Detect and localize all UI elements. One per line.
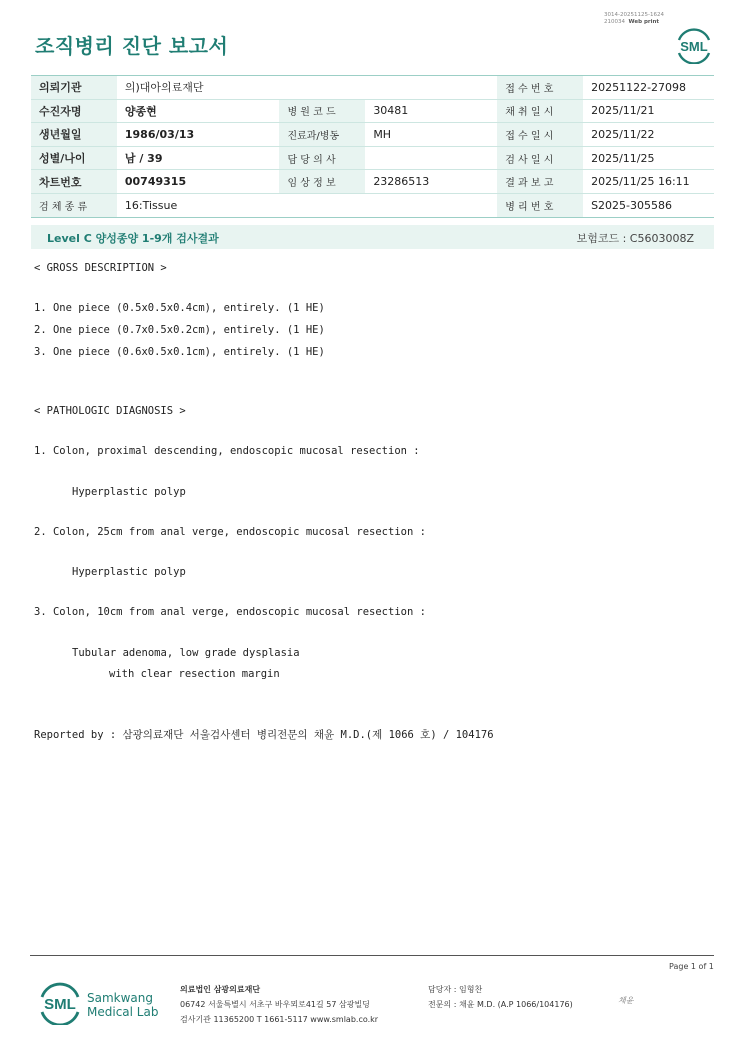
brand-line2: Medical Lab bbox=[87, 1005, 159, 1019]
staff-info bbox=[428, 982, 573, 1012]
specialist-label: 전문의 : bbox=[428, 1000, 457, 1009]
diagnosis-detail: with clear resection margin bbox=[109, 668, 280, 680]
gross-item: 2. One piece (0.7x0.5x0.2cm), entirely. (1 HE) bbox=[34, 324, 325, 336]
label-test-date: 검 사 일 시 bbox=[497, 146, 583, 170]
label-collection-date: 채 취 일 시 bbox=[497, 99, 583, 123]
label-accession-no: 접 수 번 호 bbox=[497, 76, 583, 100]
label-empty bbox=[279, 193, 365, 217]
label-department: 진료과/병동 bbox=[279, 123, 365, 147]
org-info bbox=[180, 982, 378, 1027]
table-row bbox=[31, 193, 714, 217]
print-id-line1: 3014-20251125-1624 bbox=[604, 12, 664, 18]
label-physician: 담 당 의 사 bbox=[279, 146, 365, 170]
value-chart-no: 00749315 bbox=[117, 170, 280, 194]
insurance-code: 보험코드 : C5603008Z bbox=[576, 232, 694, 245]
sml-logo-icon bbox=[674, 26, 714, 64]
label-patient-name: 수진자명 bbox=[31, 99, 117, 123]
table-row bbox=[31, 146, 714, 170]
reported-by: Reported by : 삼광의료재단 서울검사센터 병리전문의 채윤 M.D.(제 1066 호) / 104176 bbox=[34, 729, 494, 741]
label-birth-date: 생년월일 bbox=[31, 123, 117, 147]
label-pathology-no: 병 리 번 호 bbox=[497, 193, 583, 217]
brand-line1: Samkwang bbox=[87, 991, 153, 1005]
print-id bbox=[604, 12, 664, 26]
value-clinical-info: 23286513 bbox=[365, 170, 497, 194]
label-clinical-info: 임 상 정 보 bbox=[279, 170, 365, 194]
label-empty bbox=[279, 76, 365, 100]
manager-name: 임형찬 bbox=[458, 985, 483, 994]
value-empty bbox=[365, 76, 497, 100]
print-label: Web print bbox=[628, 19, 660, 25]
logo-text: SML bbox=[680, 39, 708, 54]
value-hospital-code: 30481 bbox=[365, 99, 497, 123]
value-receipt-date: 2025/11/22 bbox=[583, 123, 714, 147]
level-title: Level C 양성종양 1-9개 검사결과 bbox=[47, 232, 219, 245]
value-physician bbox=[365, 146, 497, 170]
diagnosis-site: 1. Colon, proximal descending, endoscopic mucosal resection : bbox=[34, 445, 420, 457]
label-report-date: 결 과 보 고 bbox=[497, 170, 583, 194]
specialist-name: 채윤 M.D. (A.P 1066/104176) bbox=[458, 1000, 573, 1009]
diagnosis-site: 2. Colon, 25cm from anal verge, endoscopic mucosal resection : bbox=[34, 526, 426, 538]
value-empty bbox=[365, 193, 497, 217]
gross-heading: < GROSS DESCRIPTION > bbox=[34, 262, 167, 274]
page-number: Page 1 of 1 bbox=[669, 962, 714, 971]
value-department: MH bbox=[365, 123, 497, 147]
brand-name bbox=[87, 991, 158, 1019]
table-row bbox=[31, 76, 714, 100]
print-id-line2: 210034 bbox=[604, 19, 625, 25]
value-specimen-type: 16:Tissue bbox=[117, 193, 280, 217]
value-collection-date: 2025/11/21 bbox=[583, 99, 714, 123]
table-row bbox=[31, 123, 714, 147]
table-row bbox=[31, 99, 714, 123]
value-birth-date: 1986/03/13 bbox=[117, 123, 280, 147]
diagnosis-site: 3. Colon, 10cm from anal verge, endoscopic mucosal resection : bbox=[34, 606, 426, 618]
value-sex-age: 남 / 39 bbox=[117, 146, 280, 170]
label-receipt-date: 접 수 일 시 bbox=[497, 123, 583, 147]
label-sex-age: 성별/나이 bbox=[31, 146, 117, 170]
label-chart-no: 차트번호 bbox=[31, 170, 117, 194]
value-test-date: 2025/11/25 bbox=[583, 146, 714, 170]
label-requesting-institution: 의뢰기관 bbox=[31, 76, 117, 100]
label-specimen-type: 검 체 종 류 bbox=[31, 193, 117, 217]
sml-logo-icon bbox=[37, 981, 83, 1025]
label-hospital-code: 병 원 코 드 bbox=[279, 99, 365, 123]
gross-item: 1. One piece (0.5x0.5x0.4cm), entirely. (1 HE) bbox=[34, 302, 325, 314]
patient-info-table bbox=[31, 75, 714, 218]
footer-divider bbox=[30, 955, 714, 956]
value-pathology-no: S2025-305586 bbox=[583, 193, 714, 217]
level-bar bbox=[31, 225, 714, 249]
value-requesting-institution: 의)대아의료재단 bbox=[117, 76, 280, 100]
diagnosis-result: Hyperplastic polyp bbox=[72, 486, 186, 498]
logo-text: SML bbox=[44, 996, 76, 1013]
diagnosis-result: Hyperplastic polyp bbox=[72, 566, 186, 578]
value-report-date: 2025/11/25 16:11 bbox=[583, 170, 714, 194]
org-name: 의료법인 삼광의료재단 bbox=[180, 985, 261, 994]
diagnosis-result: Tubular adenoma, low grade dysplasia bbox=[72, 647, 300, 659]
gross-item: 3. One piece (0.6x0.5x0.1cm), entirely. (1 HE) bbox=[34, 346, 325, 358]
org-contact: 검사기관 11365200 T 1661-5117 www.smlab.co.kr bbox=[180, 1015, 379, 1024]
table-row bbox=[31, 170, 714, 194]
page-title: 조직병리 진단 보고서 bbox=[35, 34, 229, 58]
value-patient-name: 양종현 bbox=[117, 99, 280, 123]
org-address: 06742 서울특별시 서초구 바우뫼로41길 57 삼광빌딩 bbox=[180, 1000, 370, 1009]
value-accession-no: 20251122-27098 bbox=[583, 76, 714, 100]
signature: 채윤 bbox=[618, 996, 634, 1005]
diagnosis-heading: < PATHOLOGIC DIAGNOSIS > bbox=[34, 405, 186, 417]
manager-label: 담당자 : bbox=[428, 985, 457, 994]
